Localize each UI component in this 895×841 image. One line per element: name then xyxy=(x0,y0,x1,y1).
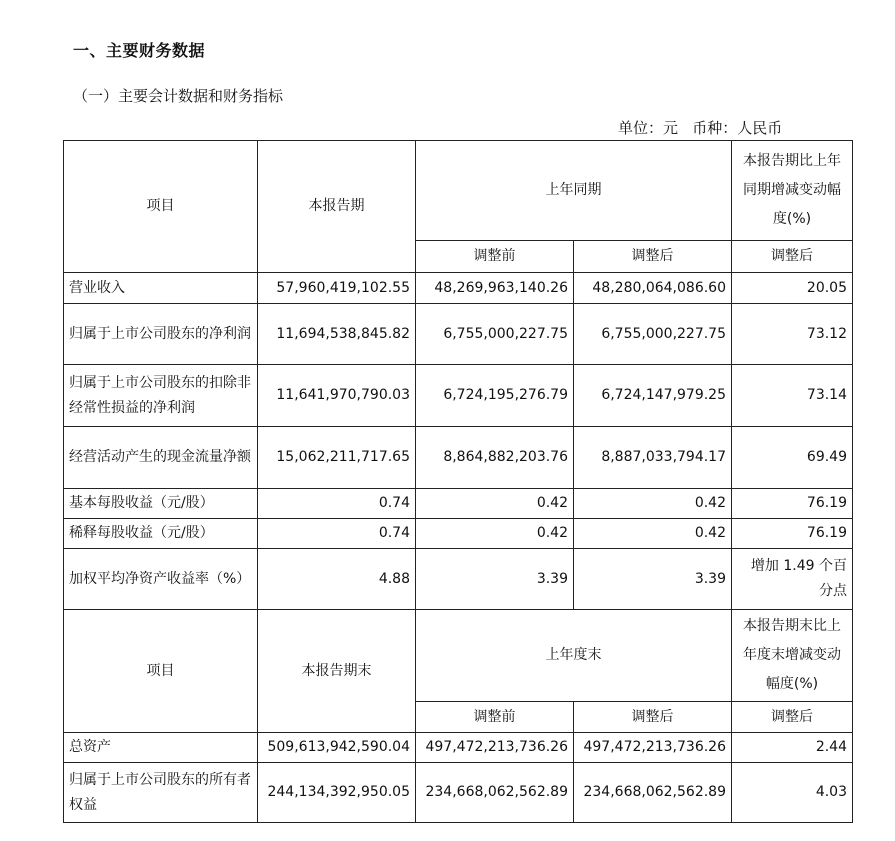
header-current: 本报告期末 xyxy=(258,610,416,733)
header-row xyxy=(64,141,853,241)
row-label: 基本每股收益（元/股） xyxy=(64,489,258,519)
cell-after: 497,472,213,736.26 xyxy=(574,733,732,763)
table-row xyxy=(64,489,853,519)
cell-current: 0.74 xyxy=(258,489,416,519)
unit-line: 单位：元 币种：人民币 xyxy=(618,119,783,137)
section-title: 一、主要财务数据 xyxy=(73,41,206,60)
cell-current: 509,613,942,590.04 xyxy=(258,733,416,763)
cell-current: 0.74 xyxy=(258,519,416,549)
header-row xyxy=(64,610,853,702)
cell-before: 6,724,195,276.79 xyxy=(416,365,574,427)
row-label: 经营活动产生的现金流量净额 xyxy=(64,427,258,489)
header-current: 本报告期 xyxy=(258,141,416,273)
cell-change: 73.14 xyxy=(732,365,853,427)
header-change: 本报告期比上年同期增减变动幅度(%) xyxy=(732,141,853,241)
cell-after: 0.42 xyxy=(574,489,732,519)
subheader-change: 调整后 xyxy=(732,241,853,273)
cell-before: 6,755,000,227.75 xyxy=(416,304,574,365)
cell-current: 4.88 xyxy=(258,549,416,610)
cell-current: 244,134,392,950.05 xyxy=(258,763,416,823)
cell-change: 2.44 xyxy=(732,733,853,763)
row-label: 归属于上市公司股东的扣除非经常性损益的净利润 xyxy=(64,365,258,427)
subsection-title: （一）主要会计数据和财务指标 xyxy=(73,87,284,105)
financial-data-table xyxy=(63,140,853,823)
header-item: 项目 xyxy=(64,141,258,273)
header-change: 本报告期末比上年度末增减变动幅度(%) xyxy=(732,610,853,702)
cell-before: 234,668,062,562.89 xyxy=(416,763,574,823)
table-row xyxy=(64,304,853,365)
subheader-before: 调整前 xyxy=(416,241,574,273)
table-row xyxy=(64,549,853,610)
cell-change: 76.19 xyxy=(732,489,853,519)
header-prior: 上年度末 xyxy=(416,610,732,702)
cell-current: 11,694,538,845.82 xyxy=(258,304,416,365)
table-row xyxy=(64,733,853,763)
row-label: 归属于上市公司股东的净利润 xyxy=(64,304,258,365)
subheader-after: 调整后 xyxy=(574,702,732,733)
cell-before: 497,472,213,736.26 xyxy=(416,733,574,763)
subheader-before: 调整前 xyxy=(416,702,574,733)
cell-change: 73.12 xyxy=(732,304,853,365)
cell-current: 15,062,211,717.65 xyxy=(258,427,416,489)
subheader-after: 调整后 xyxy=(574,241,732,273)
cell-after: 3.39 xyxy=(574,549,732,610)
header-prior: 上年同期 xyxy=(416,141,732,241)
cell-before: 0.42 xyxy=(416,489,574,519)
subheader-change: 调整后 xyxy=(732,702,853,733)
table-row xyxy=(64,365,853,427)
cell-change: 4.03 xyxy=(732,763,853,823)
cell-change: 20.05 xyxy=(732,273,853,304)
cell-change: 76.19 xyxy=(732,519,853,549)
cell-current: 11,641,970,790.03 xyxy=(258,365,416,427)
cell-current: 57,960,419,102.55 xyxy=(258,273,416,304)
cell-before: 48,269,963,140.26 xyxy=(416,273,574,304)
table-row xyxy=(64,519,853,549)
row-label: 加权平均净资产收益率（%） xyxy=(64,549,258,610)
cell-change: 增加 1.49 个百分点 xyxy=(732,549,853,610)
row-label: 归属于上市公司股东的所有者权益 xyxy=(64,763,258,823)
cell-after: 234,668,062,562.89 xyxy=(574,763,732,823)
row-label: 稀释每股收益（元/股） xyxy=(64,519,258,549)
cell-after: 6,724,147,979.25 xyxy=(574,365,732,427)
cell-after: 6,755,000,227.75 xyxy=(574,304,732,365)
cell-before: 3.39 xyxy=(416,549,574,610)
row-label: 营业收入 xyxy=(64,273,258,304)
table-row xyxy=(64,273,853,304)
table-row xyxy=(64,763,853,823)
table-row xyxy=(64,427,853,489)
row-label: 总资产 xyxy=(64,733,258,763)
cell-change: 69.49 xyxy=(732,427,853,489)
cell-after: 0.42 xyxy=(574,519,732,549)
cell-before: 0.42 xyxy=(416,519,574,549)
cell-after: 48,280,064,086.60 xyxy=(574,273,732,304)
cell-after: 8,887,033,794.17 xyxy=(574,427,732,489)
header-item: 项目 xyxy=(64,610,258,733)
cell-before: 8,864,882,203.76 xyxy=(416,427,574,489)
